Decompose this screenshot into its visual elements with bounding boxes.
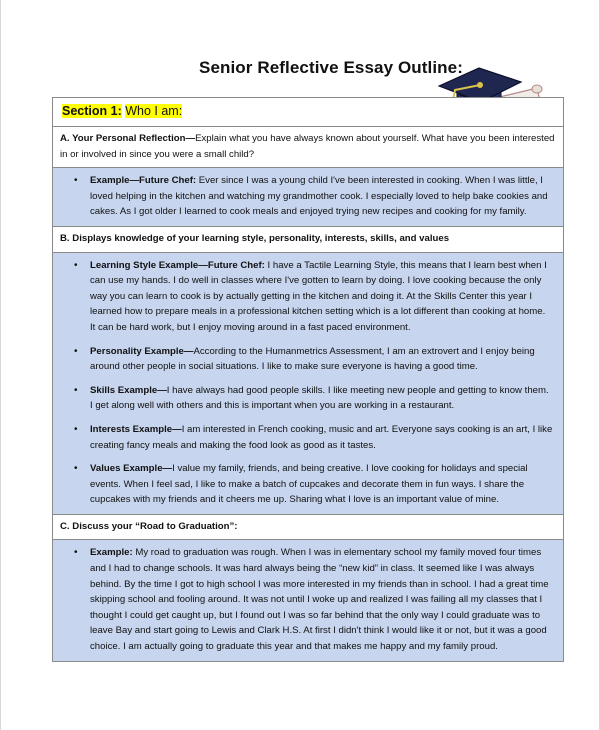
bullet-icon: • <box>74 423 78 435</box>
part-a-examples-row <box>53 167 563 226</box>
list-item <box>74 173 553 220</box>
list-item <box>74 383 553 414</box>
document-title: Senior Reflective Essay Outline: <box>199 58 463 77</box>
essay-outline-table <box>52 97 564 662</box>
bullet-icon: • <box>74 547 78 559</box>
part-a-prompt-row <box>53 126 563 167</box>
example-lead: Interests Example— <box>90 423 182 435</box>
bullet-icon: • <box>74 384 78 396</box>
example-text: Ever since I was a young child I've been interested in cooking. When I was little, I loved helping in the kitchen and watching my grandmother cook. I especially loved to help bake cookies and cakes. As I got older I learned to cook meals and enjoyed trying new recipes and cooking for my family. <box>90 175 548 218</box>
list-item <box>74 545 553 654</box>
example-text: I have always had good people skills. I like meeting new people and getting to know them. I get along well with others and this is important when you are working in a restaurant. <box>90 384 549 412</box>
part-b-bullet-list <box>74 258 553 508</box>
example-text: I value my family, friends, and being creative. I love cooking for holidays and special events. When I feel sad, I like to make a batch of cupcakes and decorate them in fun ways. I share the cupcakes with my friends and it cheers me up. Sharing what I love is an important value of mine. <box>90 463 528 506</box>
example-lead: Skills Example— <box>90 384 167 396</box>
bullet-icon: • <box>74 259 78 271</box>
section-title <box>60 102 184 121</box>
bullet-icon: • <box>74 345 78 357</box>
example-lead: Learning Style Example—Future Chef: <box>90 259 265 271</box>
example-lead: Personality Example— <box>90 345 194 357</box>
bullet-icon: • <box>74 463 78 475</box>
part-a-text: Explain what you have always known about yourself. What have you been interested in or involved in since you were a small child? <box>60 133 555 160</box>
list-item <box>74 422 553 453</box>
section-header-row <box>53 98 563 126</box>
list-item <box>74 258 553 336</box>
example-text: My road to graduation was rough. When I was in elementary school my family moved four times and I had to change schools. It was hard always being the “new kid” in class. It seemed like I was always behind. By the time I got to high school I was more interested in my friends than in school. I had a great time skipping school and fooling around. It was not until I woke up and realized I was failing all my classes that I thought I could get caught up, but I found out I was so far behind that the only way I could graduate was to leave Bay and start going to Lewis and Clark H.S. At first I didn't think I would like it or not, but it was a good choice. I am actually going to graduate this year and that makes me happy and my family proud. <box>90 547 549 653</box>
example-text: I have a Tactile Learning Style, this means that I learn best when I can use my hands. I do well in classes where I've gotten to learn by doing. I love cooking because the only way you can learn to cook is by actually getting in the kitchen and doing it. At the Skills Center this year I learned how to prepare meals in a professional kitchen setting which is a lot different than cooking at home. It can be hard work, but I enjoy moving around in a fast paced environment. <box>90 259 547 333</box>
example-lead: Example: <box>90 547 133 559</box>
part-b-prompt-row <box>53 226 563 252</box>
example-lead: Values Example— <box>90 463 173 475</box>
part-c-examples-row <box>53 539 563 660</box>
example-text: According to the Humanmetrics Assessment, I am an extrovert and I enjoy being around other people in social situations. I like to make sure everyone is having a good time. <box>90 345 535 373</box>
example-lead: Example—Future Chef: <box>90 175 197 187</box>
list-item <box>74 461 553 508</box>
part-a-label: A. Your Personal Reflection— <box>60 133 196 144</box>
part-c-bullet-list <box>74 545 553 654</box>
part-c-label: C. Discuss your “Road to Graduation”: <box>60 520 238 532</box>
section-label: Section 1: <box>62 104 122 118</box>
list-item <box>74 344 553 375</box>
part-b-label: B. Displays knowledge of your learning style, personality, interests, skills, and values <box>60 232 450 244</box>
part-a-bullet-list <box>74 173 553 220</box>
part-c-prompt-row <box>53 514 563 540</box>
part-b-examples-row <box>53 252 563 514</box>
section-name: Who I am: <box>125 104 183 118</box>
bullet-icon: • <box>74 175 78 187</box>
example-text: I am interested in French cooking, music and art. Everyone says cooking is an art, I like creating fancy meals and making the food look as good as it tastes. <box>90 423 553 451</box>
